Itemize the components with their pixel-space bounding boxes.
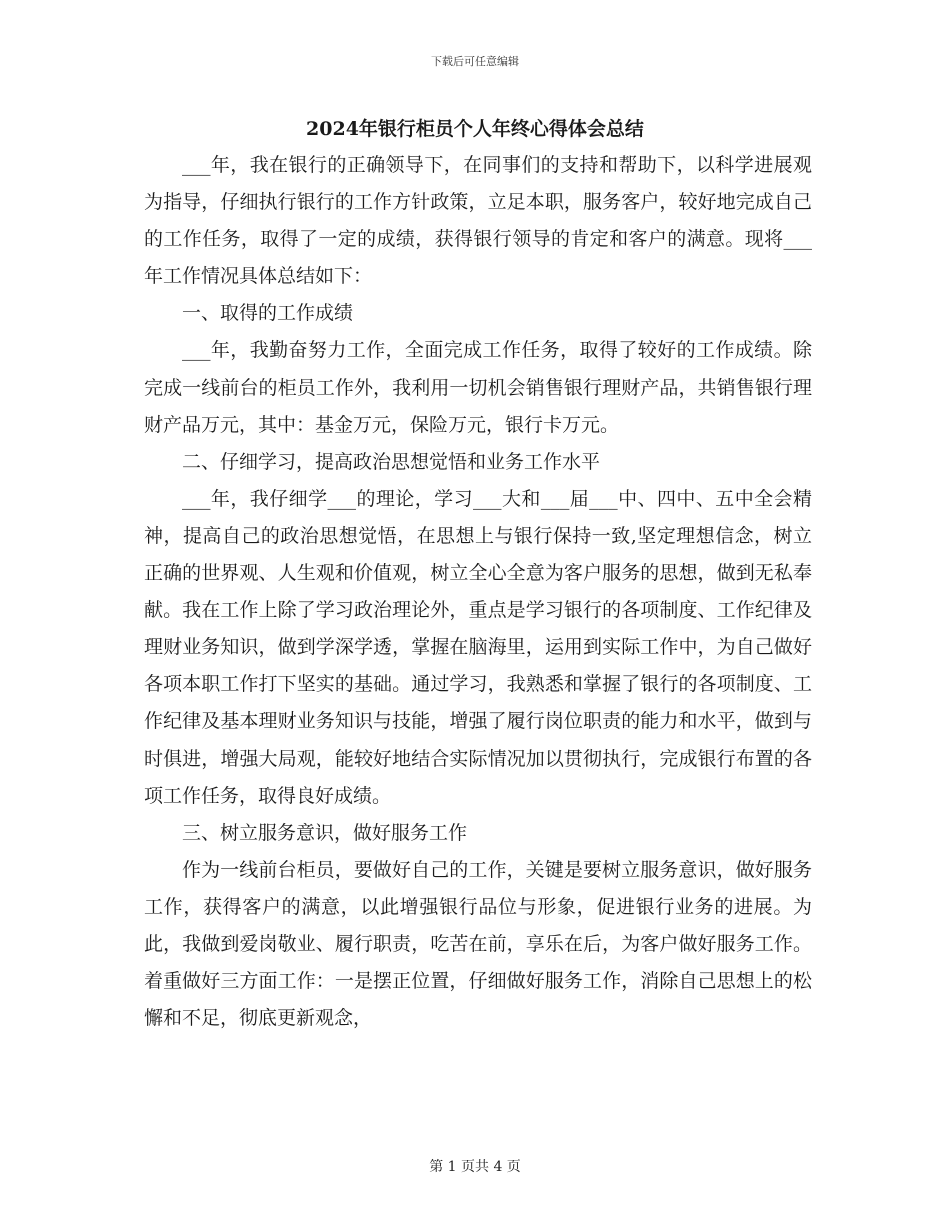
intro-paragraph: ___年，我在银行的正确领导下，在同事们的支持和帮助下，以科学进展观为指导，仔细执行银行的工作方针政策，立足本职，服务客户，较好地完成自己的工作任务，取得了一定的成绩，获得银行领导的肯定和客户的满意。现将___年工作情况具体总结如下： — [144, 154, 812, 288]
document-body — [144, 147, 812, 1037]
header-note: 下载后可任意编辑 — [431, 55, 519, 68]
achievements-paragraph: ___年，我勤奋努力工作，全面完成工作任务，取得了较好的工作成绩。除完成一线前台的柜员工作外，我利用一切机会销售银行理财产品，共销售银行理财产品万元，其中：基金万元，保险万元，银行卡万元。 — [144, 339, 812, 436]
page-indicator: 第 1 页共 4 页 — [429, 1159, 521, 1175]
study-paragraph: ___年，我仔细学___的理论，学习___大和___届___中、四中、五中全会精神，提高自己的政治思想觉悟，在思想上与银行保持一致,坚定理想信念，树立正确的世界观、人生观和价值观，树立全心全意为客户服务的思想，做到无私奉献。我在工作上除了学习政治理论外，重点是学习银行的各项制度、工作纪律及理财业务知识，做到学深学透，掌握在脑海里，运用到实际工作中，为自己做好各项本职工作打下坚实的基础。通过学习，我熟悉和掌握了银行的各项制度、工作纪律及基本理财业务知识与技能，增强了履行岗位职责的能力和水平，做到与时俱进，增强大局观，能较好地结合实际情况加以贯彻执行，完成银行布置的各项工作任务，取得良好成绩。 — [144, 487, 812, 807]
section-heading-achievements: 一、取得的工作成绩 — [182, 302, 354, 325]
section-heading-study: 二、仔细学习，提高政治思想觉悟和业务工作水平 — [182, 450, 601, 473]
document-title: 2024年银行柜员个人年终心得体会总结 — [306, 118, 644, 140]
service-paragraph: 作为一线前台柜员，要做好自己的工作，关键是要树立服务意识，做好服务工作，获得客户的满意，以此增强银行品位与形象，促进银行业务的进展。为此，我做到爱岗敬业、履行职责，吃苦在前，享乐在后，为客户做好服务工作。着重做好三方面工作：一是摆正位置，仔细做好服务工作，消除自己思想上的松懈和不足，彻底更新观念， — [144, 858, 812, 1030]
section-heading-service: 三、树立服务意识，做好服务工作 — [182, 821, 468, 844]
